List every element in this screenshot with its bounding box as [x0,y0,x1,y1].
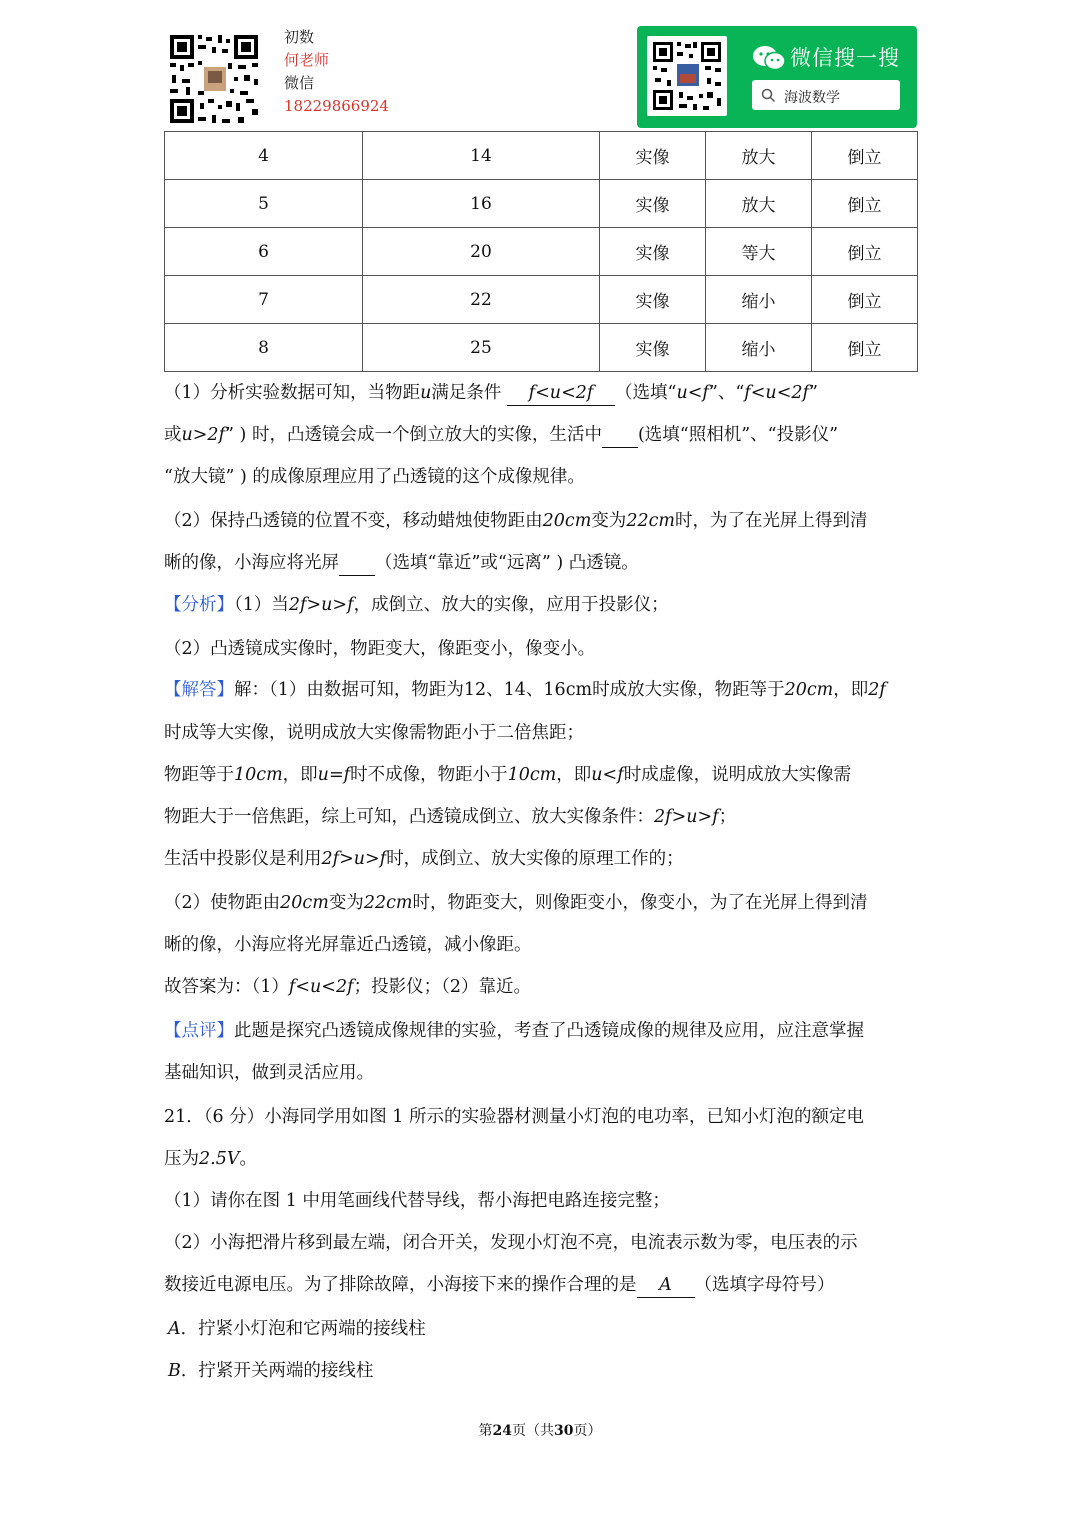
question-1-line-3: “放大镜” ) 的成像原理应用了凸透镜的这个成像规律。 [164,467,585,487]
table-cell: 实像 [600,324,706,372]
page-total: 30 [554,1423,574,1439]
answer-blank-3 [339,551,375,576]
table-cell: 7 [165,276,363,324]
table-cell: 缩小 [706,324,812,372]
solution-line-3: 物距等于10cm，即u=f时不成像，物距小于10cm，即u<f时成虚像，说明成放大实像需 [164,765,852,785]
table-cell: 实像 [600,180,706,228]
table-row [165,276,918,324]
table-row [165,228,918,276]
analysis-line-1: 【分析】（1）当2f>u>f，成倒立、放大的实像，应用于投影仪； [164,595,669,615]
experiment-data-table [164,131,918,372]
answer-blank-2 [602,423,638,448]
page-number: 24 [492,1423,512,1439]
table-cell: 5 [165,180,363,228]
solution-line-1: 【解答】解：（1）由数据可知，物距为12、14、16cm时成放大实像，物距等于20cm，即2f [164,680,886,700]
question-2-line-1: （2）保持凸透镜的位置不变，移动蜡烛使物距由20cm变为22cm时，为了在光屏上得到清 [164,511,868,531]
contact-wechat-label: 微信 [284,74,315,92]
table-cell: 放大 [706,132,812,180]
question-21-line-1: 21．（6 分）小海同学用如图 1 所示的实验器材测量小灯泡的电功率，已知小灯泡的额定电 [164,1107,864,1127]
solution-line-4: 物距大于一倍焦距，综上可知，凸透镜成倒立、放大实像条件：2f>u>f； [164,807,737,827]
review-line-2: 基础知识，做到灵活应用。 [164,1063,374,1083]
contact-subject: 初数 [284,28,315,46]
option-a: A．拧紧小灯泡和它两端的接线柱 [168,1319,426,1339]
wechat-qr-code [647,36,727,116]
question-21-part-2-line-1: （2）小海把滑片移到最左端，闭合开关，发现小灯泡不亮，电流表示数为零，电压表的示 [164,1233,858,1253]
wechat-search-logo-icon [752,44,786,72]
page-footer: 第24页（共30页） [478,1423,602,1439]
question-21-part-2-line-2: 数接近电源电压。为了排除故障，小海接下来的操作合理的是 A （选填字母符号） [164,1273,835,1298]
question-2-line-2: 晰的像，小海应将光屏 （选填“靠近”或“远离” ) 凸透镜。 [164,551,639,576]
table-cell: 8 [165,324,363,372]
table-cell: 22 [363,276,600,324]
table-cell: 16 [363,180,600,228]
wechat-search-box[interactable] [752,80,900,110]
wechat-search-text: 海波数学 [784,90,840,106]
table-cell: 等大 [706,228,812,276]
table-cell: 倒立 [812,228,918,276]
contact-qr-code [168,33,260,125]
solution-line-2: 时成等大实像，说明成放大实像需物距小于二倍焦距； [164,723,584,743]
table-cell: 25 [363,324,600,372]
table-row [165,324,918,372]
table-cell: 实像 [600,228,706,276]
table-cell: 倒立 [812,324,918,372]
solution-line-5: 生活中投影仪是利用2f>u>f时，成倒立、放大实像的原理工作的； [164,849,684,869]
table-cell: 14 [363,132,600,180]
table-cell: 倒立 [812,132,918,180]
table-cell: 4 [165,132,363,180]
table-cell: 倒立 [812,276,918,324]
table-cell: 缩小 [706,276,812,324]
table-cell: 实像 [600,132,706,180]
question-1-line-1: （1）分析实验数据可知，当物距u满足条件 f<u<2f （选填“u<f”、“f<u<2f” [164,381,818,406]
analysis-line-2: （2）凸透镜成实像时，物距变大，像距变小，像变小。 [164,639,596,659]
solution-tag: 【解答】 [164,680,234,700]
review-line-1: 【点评】此题是探究凸透镜成像规律的实验，考查了凸透镜成像的规律及应用，应注意掌握 [164,1021,864,1041]
solution-line-7: 晰的像，小海应将光屏靠近凸透镜，减小像距。 [164,935,532,955]
option-b: B．拧紧开关两端的接线柱 [168,1361,374,1381]
table-row [165,132,918,180]
table-cell: 放大 [706,180,812,228]
answer-blank-4: A [637,1273,695,1298]
question-21-line-2: 压为2.5V。 [164,1149,257,1169]
question-1-line-2: 或u>2f” ) 时，凸透镜会成一个倒立放大的实像，生活中 (选填“照相机”、“投影仪” [164,423,838,448]
contact-phone: 18229866924 [284,97,389,115]
table-cell: 实像 [600,276,706,324]
solution-line-8: 故答案为：（1）f<u<2f；投影仪；（2）靠近。 [164,977,531,997]
table-cell: 20 [363,228,600,276]
wechat-search-title: 微信搜一搜 [790,46,900,70]
review-tag: 【点评】 [164,1021,234,1041]
answer-blank-1: f<u<2f [507,381,615,406]
table-row [165,180,918,228]
analysis-tag: 【分析】 [164,595,234,615]
contact-teacher: 何老师 [284,51,330,69]
contact-info [284,26,389,118]
search-icon [761,88,776,103]
question-21-part-1: （1）请你在图 1 中用笔画线代替导线，帮小海把电路连接完整； [164,1191,670,1211]
solution-line-6: （2）使物距由20cm变为22cm时，物距变大，则像距变小，像变小，为了在光屏上得到清 [164,893,868,913]
table-cell: 6 [165,228,363,276]
table-cell: 倒立 [812,180,918,228]
